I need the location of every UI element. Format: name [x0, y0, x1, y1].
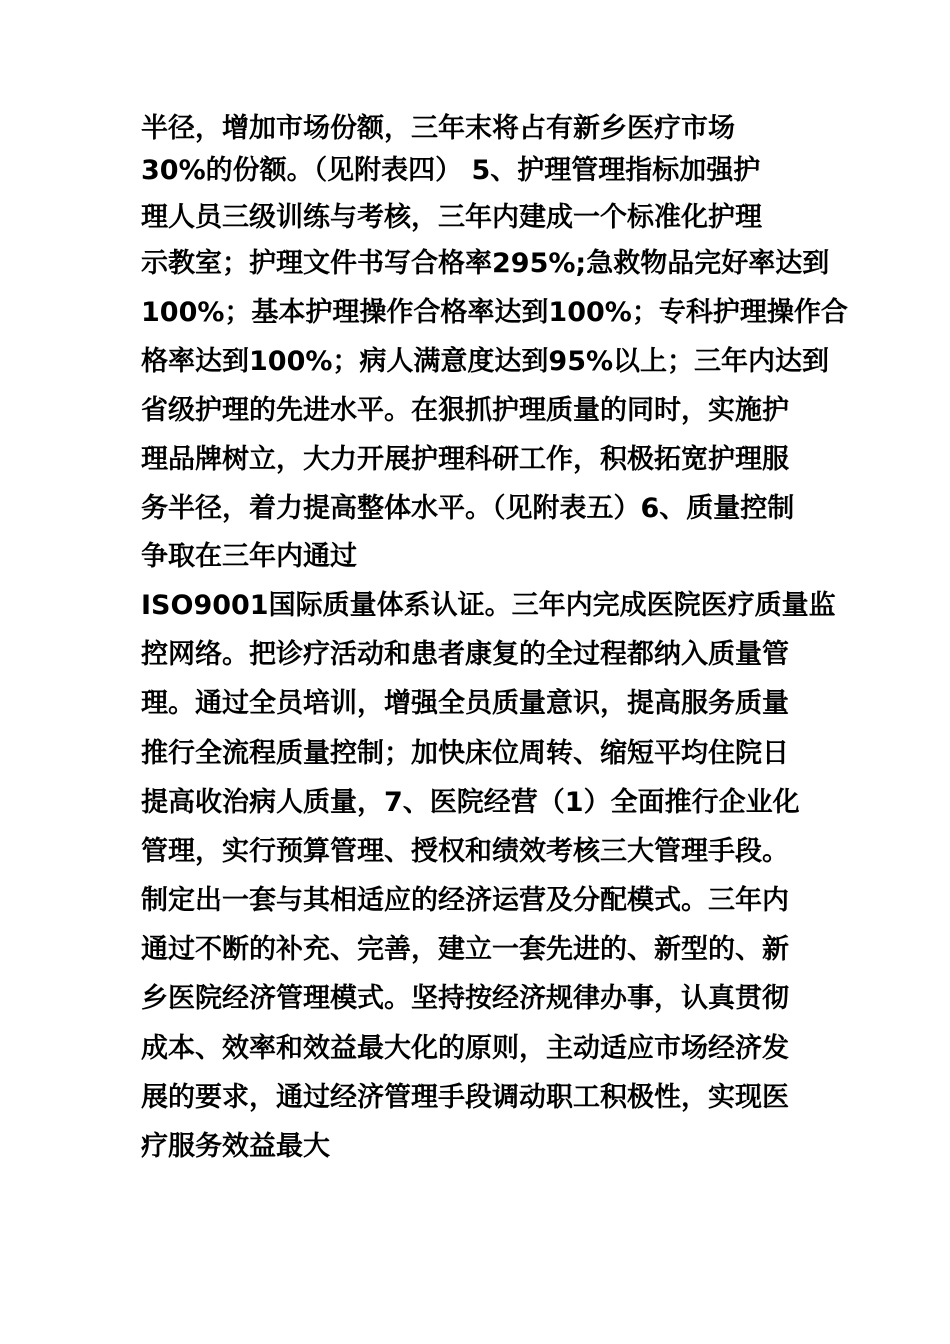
text-line: 争取在三年内通过 [141, 541, 357, 572]
text-line: 格率达到100%；病人满意度达到95%以上；三年内达到 [141, 346, 830, 377]
text-line: 理。通过全员培训，增强全员质量意识，提高服务质量 [141, 688, 789, 719]
text-line: 成本、效率和效益最大化的原则，主动适应市场经济发 [141, 1033, 789, 1064]
text-line: 通过不断的补充、完善，建立一套先进的、新型的、新 [141, 934, 789, 965]
text-line: 省级护理的先进水平。在狠抓护理质量的同时，实施护 [141, 395, 789, 426]
text-line: 制定出一套与其相适应的经济运营及分配模式。三年内 [141, 885, 789, 916]
text-line: 理人员三级训练与考核，三年内建成一个标准化护理 [141, 202, 762, 233]
text-line: 示教室；护理文件书写合格率295%;急救物品完好率达到 [141, 248, 830, 279]
text-line: 理品牌树立，大力开展护理科研工作，积极拓宽护理服 [141, 444, 789, 475]
text-line: 100%；基本护理操作合格率达到100%；专科护理操作合 [141, 297, 848, 328]
text-line: 务半径，着力提高整体水平。（见附表五）6、质量控制 [141, 493, 795, 524]
text-line: 推行全流程质量控制；加快床位周转、缩短平均住院日 [141, 738, 789, 769]
text-line: 半径，增加市场份额，三年末将占有新乡医疗市场 [141, 113, 735, 144]
text-line: 疗服务效益最大 [141, 1131, 330, 1162]
text-line: 控网络。把诊疗活动和患者康复的全过程都纳入质量管 [141, 639, 789, 670]
text-line: 提高收治病人质量，7、医院经营（1）全面推行企业化 [141, 787, 800, 818]
text-line: ISO9001国际质量体系认证。三年内完成医院医疗质量监 [141, 590, 836, 621]
text-line: 乡医院经济管理模式。坚持按经济规律办事，认真贯彻 [141, 983, 789, 1014]
text-line: 管理，实行预算管理、授权和绩效考核三大管理手段。 [141, 836, 789, 867]
text-line: 30%的份额。（见附表四） 5、护理管理指标加强护 [141, 155, 761, 186]
text-line: 展的要求，通过经济管理手段调动职工积极性，实现医 [141, 1082, 789, 1113]
